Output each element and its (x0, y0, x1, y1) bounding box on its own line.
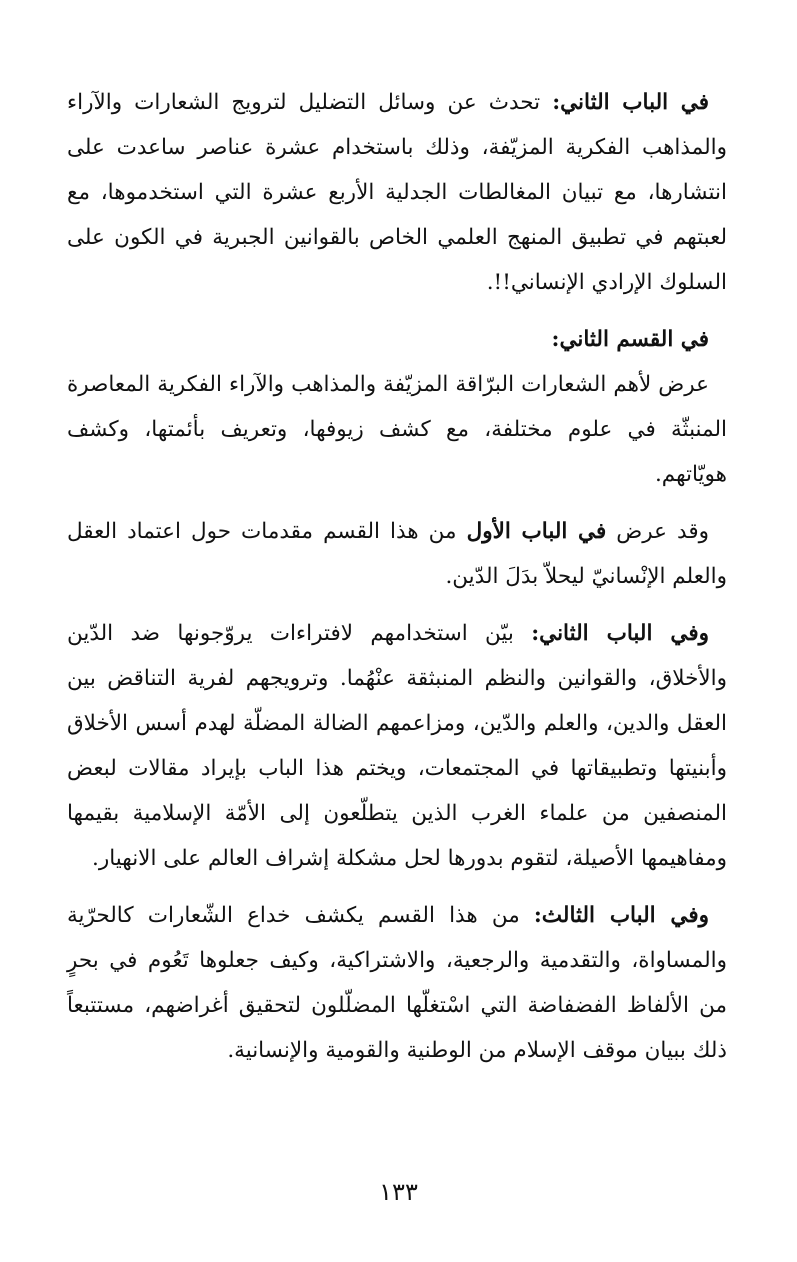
paragraph-lead: في الباب الأول (466, 519, 607, 544)
paragraph-lead: وفي الباب الثاني: (531, 621, 709, 646)
paragraph-chapter-one (67, 509, 727, 599)
paragraph-lead: وفي الباب الثالث: (533, 903, 709, 928)
paragraph-text: من هذا القسم مقدمات حول اعتماد العقل والعلم الإنْسانيّ ليحلاّ بدَلَ الدّين. (67, 519, 727, 589)
book-page-body (67, 80, 727, 1073)
section-heading-part-two: في القسم الثاني: (551, 327, 709, 352)
paragraph-part-two-summary (67, 362, 727, 497)
paragraph-part-two-chapter-two (67, 80, 727, 305)
paragraph-text: عرض لأهم الشعارات البرّاقة المزيّفة والمذاهب والآراء الفكرية المعاصرة المنبثّة في علوم مختلفة، مع كشف زيوفها، وتعريف بأئمتها، وكشف هويّاتهم. (67, 372, 727, 487)
paragraph-text: بيّن استخدامهم لافتراءات يروّجونها ضد الدّين والأخلاق، والقوانين والنظم المنبثقة عنْهُما. وترويجهم لفرية التناقض بين العقل والدين، والعلم والدّين، ومزاعمهم الضالة المضلّة لهدم أسس الأخلاق وأبنيتها وتطبيقاتها في المجتمعات، ويختم هذا الباب بإيراد مقالات لبعض المنصفين من علماء الغرب الذين يتطلّعون إلى الأمّة الإسلامية بقيمها ومفاهيمها الأصيلة، لتقوم بدورها لحل مشكلة إشراف العالم على الانهيار. (67, 621, 727, 871)
page-number: ١٣٣ (379, 1178, 418, 1206)
paragraph-text: من هذا القسم يكشف خداع الشّعارات كالحرّية والمساواة، والتقدمية والرجعية، والاشتراكية، وكيف جعلوها تَعُوم في بحرٍ من الألفاظ الفضفاضة التي اسْتغلّها المضلّلون لتحقيق أغراضهم، مستتبعاً ذلك ببيان موقف الإسلام من الوطنية والقومية والإنسانية. (67, 903, 727, 1063)
paragraph-chapter-three (67, 893, 727, 1073)
paragraph-text: تحدث عن وسائل التضليل لترويج الشعارات والآراء والمذاهب الفكرية المزيّفة، وذلك باستخدام عشرة عناصر ساعدت على انتشارها، مع تبيان المغالطات الجدلية الأربع عشرة التي استخدموها، مع لعبتهم في تطبيق المنهج العلمي الخاص بالقوانين الجبرية في الكون على السلوك الإرادي الإنساني!!. (67, 90, 727, 295)
paragraph-chapter-two (67, 611, 727, 881)
paragraph-lead-prefix: وقد عرض (606, 519, 709, 544)
paragraph-lead: في الباب الثاني: (552, 90, 710, 115)
